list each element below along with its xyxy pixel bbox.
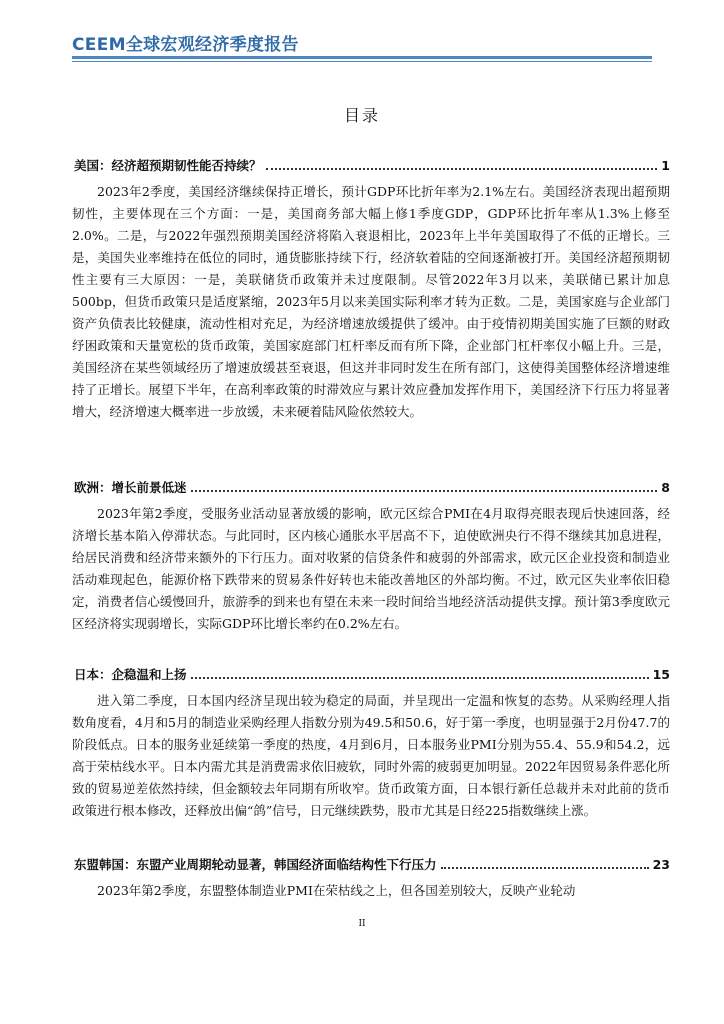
toc-entry-us[interactable] [74, 156, 670, 174]
toc-leader-dots [191, 490, 658, 492]
toc-entry-page: 1 [661, 158, 670, 173]
page-number: II [358, 919, 366, 929]
header-rule-thin [72, 61, 652, 62]
toc-entry-europe[interactable] [74, 478, 670, 496]
toc-entry-label: 东盟韩国：东盟产业周期轮动显著，韩国经济面临结构性下行压力 [74, 857, 437, 872]
toc-entry-page: 8 [661, 480, 670, 495]
toc-summary-japan: 进入第二季度，日本国内经济呈现出较为稳定的局面，并呈现出一定温和恢复的态势。从采购经理人指数角度看，4月和5月的制造业采购经理人指数分别为49.5和50.6，好于第一季度，也明显强于2月份47.7的阶段低点。日本的服务业延续第一季度的热度，4月到6月，日本服务业PMI分别为55.4、55.9和54.2，远高于荣枯线水平。日本内需尤其是消费需求依旧疲软，同时外需的疲弱更加明显。2022年因贸易条件恶化所致的贸易逆差依然持续，但金额较去年同期有所收窄。货币政策方面，日本银行新任总裁并未对此前的货币政策进行根本修改，还释放出偏“鸽”信号，日元继续跌势，股市尤其是日经225指数继续上涨。 [72, 693, 670, 818]
header-rule-thick [72, 56, 652, 59]
toc-leader-dots [266, 168, 658, 170]
toc-entry-label: 美国：经济超预期韧性能否持续？ [74, 158, 262, 173]
toc-entry-japan[interactable] [74, 665, 670, 683]
toc-entry-page: 15 [652, 667, 670, 682]
toc-entry-page: 23 [652, 857, 670, 872]
toc-leader-dots [441, 867, 649, 869]
toc-summary-asean-korea: 2023年第2季度，东盟整体制造业PMI在荣枯线之上，但各国差别较大，反映产业轮动 [97, 883, 576, 898]
toc-entry-label: 欧洲：增长前景低迷 [74, 480, 187, 495]
toc-entry-asean-korea[interactable] [74, 855, 670, 873]
toc-summary-us: 2023年2季度，美国经济继续保持正增长，预计GDP环比折年率为2.1%左右。美国经济表现出超预期韧性，主要体现在三个方面：一是，美国商务部大幅上修1季度GDP，GDP环比折年率从1.3%上修至2.0%。二是，与2022年强烈预期美国经济将陷入衰退相比，2023年上半年美国取得了不低的正增长。三是，美国失业率维持在低位的同时，通货膨胀持续下行，经济软着陆的空间逐渐被打开。美国经济超预期韧性主要有三大原因：一是，美联储货币政策并未过度限制。尽管2022年3月以来，美联储已累计加息500bp，但货币政策只是适度紧缩，2023年5月以来美国实际利率才转为正数。二是，美国家庭与企业部门资产负债表比较健康，流动性相对充足，为经济增速放缓提供了缓冲。由于疫情初期美国实施了巨额的财政纾困政策和天量宽松的货币政策，美国家庭部门杠杆率反而有所下降，企业部门杠杆率仅小幅上升。三是，美国经济在某些领域经历了增速放缓甚至衰退，但这并非同时发生在所有部门，这使得美国整体经济增速维持了正增长。展望下半年，在高利率政策的时滞效应与累计效应叠加发挥作用下，美国经济下行压力将显著增大，经济增速大概率进一步放缓，未来硬着陆风险依然较大。 [72, 184, 670, 419]
toc-title: 目录 [343, 106, 380, 125]
report-header-title: CEEM全球宏观经济季度报告 [72, 35, 299, 55]
toc-entry-label: 日本：企稳温和上扬 [74, 667, 187, 682]
toc-summary-europe: 2023年第2季度，受服务业活动显著放缓的影响，欧元区综合PMI在4月取得亮眼表现后快速回落，经济增长基本陷入停滞状态。与此同时，区内核心通胀水平居高不下，迫使欧洲央行不得不继续其加息进程，给居民消费和经济带来额外的下行压力。面对收紧的信贷条件和疲弱的外部需求，欧元区企业投资和制造业活动难现起色，能源价格下跌带来的贸易条件好转也未能改善地区的外部均衡。不过，欧元区失业率依旧稳定，消费者信心缓慢回升，旅游季的到来也有望在未来一段时间给当地经济活动提供支撑。预计第3季度欧元区经济将实现弱增长，实际GDP环比增长率约在0.2%左右。 [72, 506, 670, 631]
toc-leader-dots [191, 677, 649, 679]
